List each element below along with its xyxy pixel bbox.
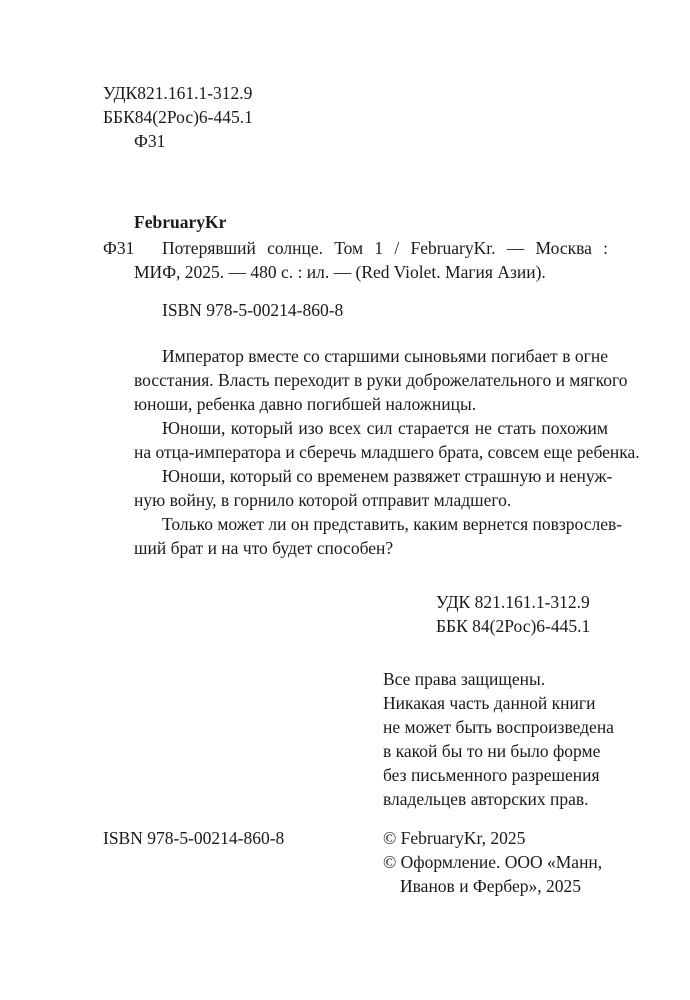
author-mark-header: Ф31 — [134, 131, 166, 151]
annotation-line: Юноши, который со временем развяжет страшную и ненуж- — [162, 466, 613, 486]
rights-line: в какой бы то ни было форме — [383, 741, 601, 761]
annotation-line: ший брат и на что будет способен? — [134, 538, 394, 558]
annotation-line: Император вместе со старшими сыновьями погибает в огне — [162, 346, 608, 366]
rights-line: без письменного разрешения — [383, 765, 600, 785]
isbn-footer: ISBN 978-5-00214-860-8 — [103, 828, 285, 848]
annotation-line: юноши, ребенка давно погибшей наложницы. — [134, 394, 477, 414]
bbk-header: ББК84(2Рос)6-445.1 — [103, 107, 253, 127]
bibliographic-line-2: МИФ, 2025. — 480 с. : ил. — (Red Violet. Магия Азии). — [134, 262, 546, 282]
bbk-classification: ББК 84(2Рос)6-445.1 — [436, 616, 591, 636]
isbn-bibliographic: ISBN 978-5-00214-860-8 — [162, 300, 344, 320]
author-mark: Ф31 — [103, 238, 135, 258]
udk-classification: УДК 821.161.1-312.9 — [436, 592, 590, 612]
udk-header: УДК821.161.1-312.9 — [103, 83, 253, 103]
copyright-design-line-1: © Оформление. ООО «Манн, — [383, 852, 603, 872]
annotation-line: восстания. Власть переходит в руки доброжелательного и мягкого — [134, 370, 628, 390]
copyright-design-line-2: Иванов и Фербер», 2025 — [400, 876, 581, 896]
annotation-line: ную войну, в горнило которой отправит младшего. — [134, 490, 512, 510]
copyright-author: © FebruaryKr, 2025 — [383, 828, 526, 848]
author-name: FebruaryKr — [134, 212, 227, 232]
rights-line: Никакая часть данной книги — [383, 693, 596, 713]
bibliographic-line-1: Потерявший солнце. Том 1 / FebruaryKr. — Москва : — [162, 238, 608, 258]
annotation-line: на отца-императора и сберечь младшего брата, совсем еще ребенка. — [134, 442, 640, 462]
rights-line: не может быть воспроизведена — [383, 717, 614, 737]
rights-line: Все права защищены. — [383, 669, 546, 689]
annotation-line: Только может ли он представить, каким вернется повзрослев- — [162, 514, 623, 534]
annotation-line: Юноши, который изо всех сил старается не стать похожим — [162, 418, 608, 438]
rights-line: владельцев авторских прав. — [383, 789, 589, 809]
